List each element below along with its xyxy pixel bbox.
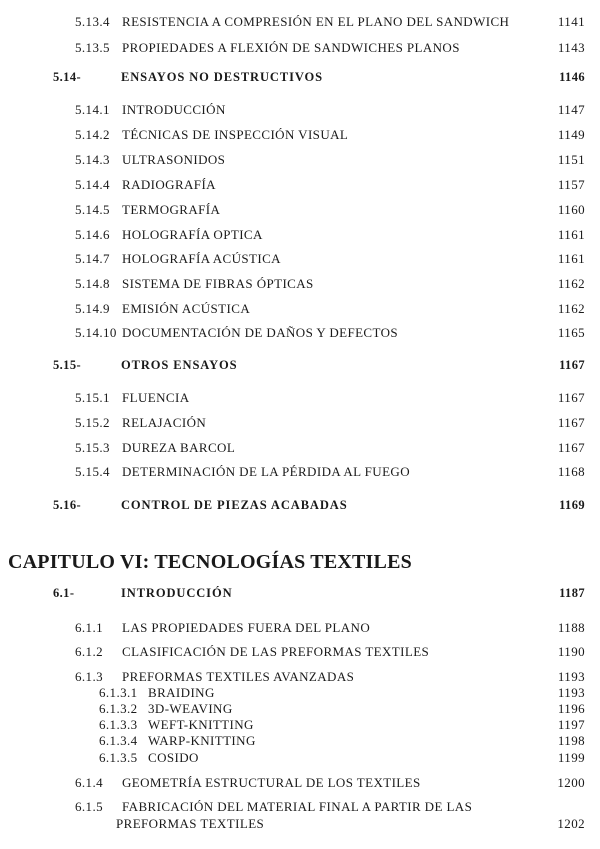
entry-title: ENSAYOS NO DESTRUCTIVOS: [121, 70, 323, 84]
entry-number: 5.14.3: [75, 152, 110, 167]
entry-number: 6.1.3.2: [99, 701, 138, 716]
toc-entry: [0, 250, 600, 268]
toc-entry: [0, 324, 600, 342]
toc-entry: [0, 176, 600, 194]
entry-number: 6.1.3.4: [99, 733, 138, 748]
entry-title: GEOMETRÍA ESTRUCTURAL DE LOS TEXTILES: [122, 775, 421, 790]
entry-title: RADIOGRAFÍA: [122, 177, 216, 192]
entry-number: 5.13.4: [75, 14, 110, 29]
toc-entry: [0, 668, 600, 686]
entry-page: 1202: [557, 816, 585, 831]
entry-page: 1167: [557, 440, 585, 455]
entry-title: WARP-KNITTING: [148, 733, 256, 748]
entry-number: 5.15-: [53, 358, 82, 372]
entry-number: 5.14.1: [75, 102, 110, 117]
entry-title: PROPIEDADES A FLEXIÓN DE SANDWICHES PLANOS: [122, 40, 460, 55]
entry-number: 6.1.5: [75, 799, 103, 814]
toc-entry: [0, 619, 600, 637]
entry-title: FLUENCIA: [122, 390, 190, 405]
toc-entry: [0, 414, 600, 432]
entry-number: 5.15.3: [75, 440, 110, 455]
entry-page: 1147: [557, 102, 585, 117]
entry-page: 1161: [557, 251, 585, 266]
entry-title: DETERMINACIÓN DE LA PÉRDIDA AL FUEGO: [122, 464, 410, 479]
entry-number: 5.14.4: [75, 177, 110, 192]
toc-entry: [0, 643, 600, 661]
toc-entry: [0, 439, 600, 457]
entry-number: 6.1.3.1: [99, 685, 138, 700]
entry-number: 6.1.1: [75, 620, 103, 635]
entry-page: 1162: [557, 301, 585, 316]
toc-entry: [0, 798, 600, 831]
entry-page: 1193: [557, 685, 585, 700]
entry-number: 5.13.5: [75, 40, 110, 55]
toc-entry: [0, 101, 600, 119]
entry-page: 1162: [557, 276, 585, 291]
entry-page: 1161: [557, 227, 585, 242]
toc-entry: [0, 300, 600, 318]
toc-entry: [0, 685, 600, 701]
toc-section-heading: [0, 68, 600, 86]
entry-title: INTRODUCCIÓN: [122, 102, 226, 117]
toc-entry: [0, 151, 600, 169]
toc-entry: [0, 733, 600, 749]
entry-title: EMISIÓN ACÚSTICA: [122, 301, 251, 316]
entry-number: 6.1.4: [75, 775, 103, 790]
toc-entry: [0, 13, 600, 31]
toc-entry: [0, 275, 600, 293]
toc-section-heading: [0, 584, 600, 602]
toc-entry: [0, 750, 600, 766]
entry-number: 6.1.2: [75, 644, 103, 659]
entry-title: HOLOGRAFÍA ACÚSTICA: [122, 251, 281, 266]
entry-title: COSIDO: [148, 750, 199, 765]
entry-title: RELAJACIÓN: [122, 415, 207, 430]
entry-number: 6.1-: [53, 586, 75, 600]
entry-page: 1197: [557, 717, 585, 732]
entry-page: 1151: [557, 152, 585, 167]
entry-number: 5.14.6: [75, 227, 110, 242]
entry-title: INTRODUCCIÓN: [121, 586, 233, 600]
toc-entry: [0, 717, 600, 733]
toc-entry: [0, 701, 600, 717]
entry-number: 5.15.1: [75, 390, 110, 405]
toc-entry: [0, 463, 600, 481]
toc-section-heading: [0, 356, 600, 374]
entry-page: 1187: [559, 586, 585, 600]
entry-title: TERMOGRAFÍA: [122, 202, 221, 217]
toc-entry: [0, 126, 600, 144]
toc-entry: [0, 201, 600, 219]
entry-page: 1190: [557, 644, 585, 659]
toc-entry: [0, 774, 600, 792]
entry-number: 6.1.3: [75, 669, 103, 684]
entry-page: 1167: [559, 358, 585, 372]
entry-title: DUREZA BARCOL: [122, 440, 236, 455]
entry-title: RESISTENCIA A COMPRESIÓN EN EL PLANO DEL SANDWICH: [122, 14, 510, 29]
entry-number: 5.16-: [53, 498, 82, 512]
entry-number: 5.15.4: [75, 464, 110, 479]
entry-number: 5.14.10: [75, 325, 117, 340]
toc-entry: [0, 389, 600, 407]
toc-entry: [0, 39, 600, 57]
entry-title: LAS PROPIEDADES FUERA DEL PLANO: [122, 620, 371, 635]
entry-page: 1198: [557, 733, 585, 748]
entry-page: 1141: [557, 14, 585, 29]
entry-number: 6.1.3.5: [99, 750, 138, 765]
toc-entry: [0, 226, 600, 244]
entry-page: 1200: [557, 775, 585, 790]
entry-number: 6.1.3.3: [99, 717, 138, 732]
toc-section-heading: [0, 496, 600, 514]
entry-title: TÉCNICAS DE INSPECCIÓN VISUAL: [122, 127, 349, 142]
entry-page: 1143: [557, 40, 585, 55]
entry-number: 5.14.8: [75, 276, 110, 291]
entry-title: BRAIDING: [148, 685, 215, 700]
entry-title: OTROS ENSAYOS: [121, 358, 238, 372]
entry-title: PREFORMAS TEXTILES AVANZADAS: [122, 669, 355, 684]
entry-page: 1196: [557, 701, 585, 716]
entry-page: 1149: [557, 127, 585, 142]
entry-page: 1193: [557, 669, 585, 684]
entry-page: 1168: [557, 464, 585, 479]
entry-page: 1167: [557, 390, 585, 405]
entry-number: 5.14.9: [75, 301, 110, 316]
entry-title-continued: PREFORMAS TEXTILES: [116, 816, 265, 831]
entry-page: 1146: [559, 70, 585, 84]
entry-page: 1165: [557, 325, 585, 340]
entry-page: 1160: [557, 202, 585, 217]
entry-page: 1188: [557, 620, 585, 635]
entry-number: 5.15.2: [75, 415, 110, 430]
chapter-title: CAPITULO VI: TECNOLOGÍAS TEXTILES: [8, 551, 412, 573]
entry-title: HOLOGRAFÍA OPTICA: [122, 227, 263, 242]
entry-title: CLASIFICACIÓN DE LAS PREFORMAS TEXTILES: [122, 644, 430, 659]
entry-page: 1157: [557, 177, 585, 192]
entry-title: 3D-WEAVING: [148, 701, 233, 716]
entry-page: 1169: [559, 498, 585, 512]
entry-title: DOCUMENTACIÓN DE DAÑOS Y DEFECTOS: [122, 325, 399, 340]
entry-page: 1199: [557, 750, 585, 765]
entry-title: FABRICACIÓN DEL MATERIAL FINAL A PARTIR DE LAS: [122, 799, 473, 814]
entry-number: 5.14.2: [75, 127, 110, 142]
entry-title: ULTRASONIDOS: [122, 152, 226, 167]
entry-number: 5.14.5: [75, 202, 110, 217]
entry-title: SISTEMA DE FIBRAS ÓPTICAS: [122, 276, 314, 291]
entry-title: WEFT-KNITTING: [148, 717, 254, 732]
entry-page: 1167: [557, 415, 585, 430]
entry-title: CONTROL DE PIEZAS ACABADAS: [121, 498, 348, 512]
entry-number: 5.14-: [53, 70, 82, 84]
entry-number: 5.14.7: [75, 251, 110, 266]
